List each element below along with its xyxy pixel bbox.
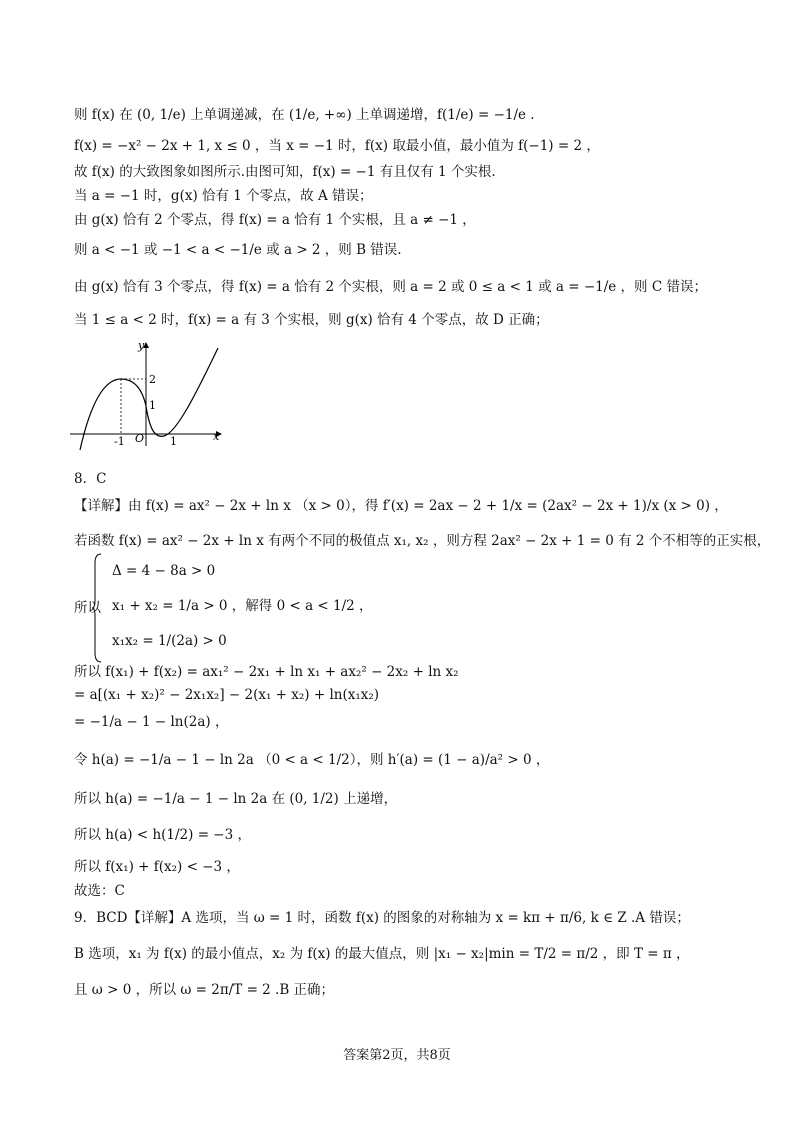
- q9-line: 9．BCD【详解】A 选项，当 ω = 1 时，函数 f(x) 的图象的对称轴为 x = kπ + π/6, k ∈ Z .A 错误；: [74, 910, 690, 926]
- function-graph: [66, 338, 226, 453]
- text-line: 所以 f(x₁) + f(x₂) = ax₁² − 2x₁ + ln x₁ + ax₂² − 2x₂ + ln x₂: [74, 664, 459, 680]
- text-line: 故 f(x) 的大致图象如图所示.由图可知，f(x) = −1 有且仅有 1 个实根.: [74, 164, 496, 180]
- text-line: 故选：C: [74, 883, 125, 899]
- text-line: 当 a = −1 时，g(x) 恰有 1 个零点，故 A 错误；: [74, 188, 373, 204]
- text-line: 由 g(x) 恰有 3 个零点，得 f(x) = a 恰有 2 个实根，则 a = 2 或 0 ≤ a < 1 或 a = −1/e ，则 C 错误；: [74, 279, 707, 295]
- text-line: 【详解】由 f(x) = ax² − 2x + ln x （x > 0），得 f′(x) = 2ax − 2 + 1/x = (2ax² − 2x + 1)/x (x > 0) ，: [74, 498, 728, 514]
- text-line: 令 h(a) = −1/a − 1 − ln 2a （0 < a < 1/2），则 h′(a) = (1 − a)/a² > 0 ，: [74, 752, 550, 768]
- text-line: f(x) = −x² − 2x + 1, x ≤ 0 ，当 x = −1 时，f(x) 取最小值，最小值为 f(−1) = 2 ，: [74, 138, 600, 154]
- system-brace: [92, 553, 102, 663]
- text-line: 所以 h(a) < h(1/2) = −3 ，: [74, 827, 252, 843]
- text-line: = a[(x₁ + x₂)² − 2x₁x₂] − 2(x₁ + x₂) + ln(x₁x₂): [74, 687, 380, 703]
- q8-heading: 8．C: [74, 471, 107, 487]
- text-line: 则 a < −1 或 −1 < a < −1/e 或 a > 2 ，则 B 错误.: [74, 242, 402, 258]
- q9-line: 且 ω > 0 ，所以 ω = 2π/T = 2 .B 正确；: [74, 982, 335, 998]
- tick-label-neg1: -1: [114, 435, 125, 448]
- text-line: 所以: [74, 600, 101, 616]
- x-axis-label: x: [213, 430, 220, 443]
- text-line: 若函数 f(x) = ax² − 2x + ln x 有两个不同的极值点 x₁, x₂ ，则方程 2ax² − 2x + 1 = 0 有 2 个不相等的正实根，: [74, 533, 771, 549]
- text-line: 由 g(x) 恰有 2 个零点，得 f(x) = a 恰有 1 个实根，且 a ≠ −1 ，: [74, 212, 476, 228]
- y-axis-label: y: [138, 339, 145, 352]
- text-line: 所以 f(x₁) + f(x₂) < −3 ，: [74, 859, 240, 875]
- text-line: 所以 h(a) = −1/a − 1 − ln 2a 在 (0, 1/2) 上递增，: [74, 791, 398, 807]
- q9-line: B 选项，x₁ 为 f(x) 的最小值点，x₂ 为 f(x) 的最大值点，则 |x₁ − x₂|min = T/2 = π/2 ，即 T = π ，: [74, 946, 690, 962]
- page-footer: 答案第2页，共8页: [343, 1048, 451, 1063]
- system-line: x₁x₂ = 1/(2a) > 0: [112, 633, 227, 649]
- text-line: = −1/a − 1 − ln(2a) ，: [74, 714, 229, 730]
- tick-label-1: 1: [170, 435, 177, 448]
- origin-label: O: [135, 432, 145, 445]
- text-line: 则 f(x) 在 (0, 1/e) 上单调递减，在 (1/e, +∞) 上单调递增，f(1/e) = −1/e .: [74, 107, 535, 123]
- text-line: 当 1 ≤ a < 2 时，f(x) = a 有 3 个实根，则 g(x) 恰有 4 个零点，故 D 正确；: [74, 312, 549, 328]
- system-line: Δ = 4 − 8a > 0: [112, 563, 216, 579]
- curve-right: [146, 348, 218, 436]
- tick-label-y2: 2: [149, 373, 156, 386]
- tick-label-y1: 1: [149, 399, 156, 412]
- system-line: x₁ + x₂ = 1/a > 0 ，解得 0 < a < 1/2 ，: [112, 598, 373, 614]
